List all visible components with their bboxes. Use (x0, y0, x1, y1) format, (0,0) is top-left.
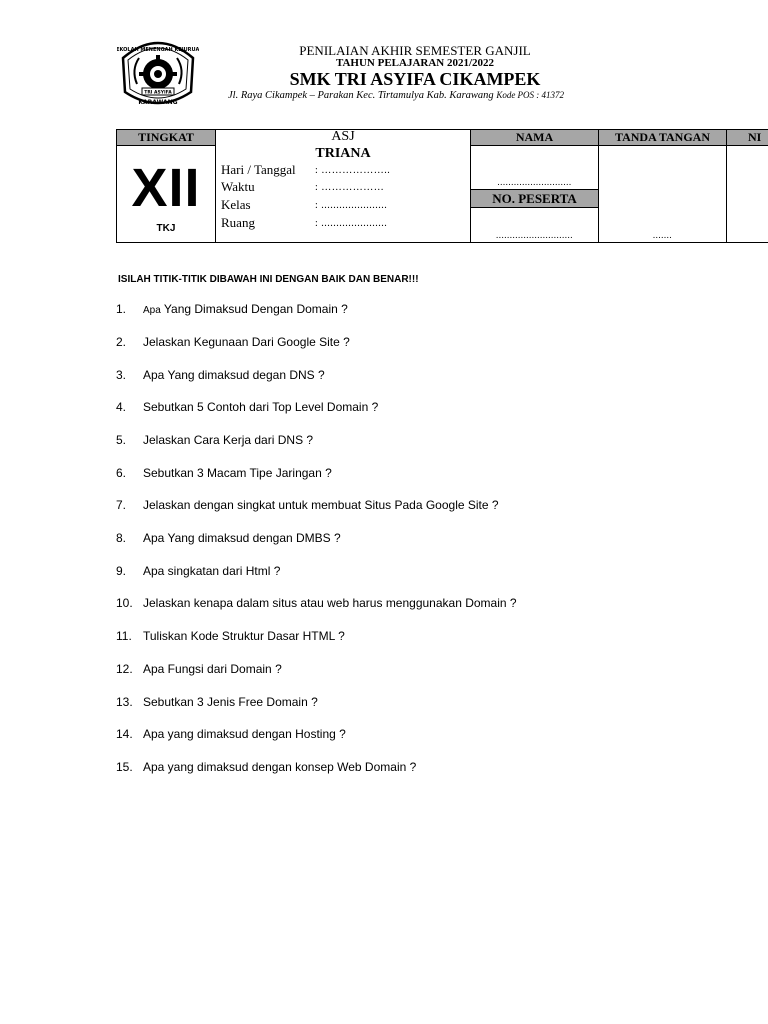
school-name: SMK TRI ASYIFA CIKAMPEK (289, 69, 541, 89)
nama-header: NAMA (470, 129, 599, 146)
nilai-header: NI (726, 129, 768, 146)
question-text: Apa yang dimaksud dengan konsep Web Domain ? (143, 760, 417, 774)
ttd-cell (598, 145, 727, 243)
question-number: 15. (116, 760, 133, 774)
question-text: Sebutkan 3 Macam Tipe Jaringan ? (143, 466, 332, 480)
school-year: TAHUN PELAJARAN 2021/2022 (335, 57, 495, 69)
question-text: Sebutkan 3 Jenis Free Domain ? (143, 695, 318, 709)
tingkat-value: XII (131, 158, 201, 218)
question-number: 1. (116, 302, 127, 316)
instruction-text: ISILAH TITIK-TITIK DIBAWAH INI DENGAN BAIK DAN BENAR!!! (118, 274, 419, 285)
question-item (116, 433, 313, 447)
logo-text-bottom: KARAWANG (138, 99, 178, 106)
question-text: Jelaskan Kegunaan Dari Google Site ? (143, 335, 350, 349)
question-item (116, 564, 280, 578)
peserta-header: NO. PESERTA (470, 189, 599, 208)
question-number: 10. (116, 596, 133, 610)
address-text: Jl. Raya Cikampek – Parakan Kec. Tirtamulya Kab. Karawang (228, 90, 494, 101)
question-item (116, 498, 499, 512)
postal-code: Kode POS : 41372 (496, 90, 565, 100)
field-ruang-value: : ...................... (315, 218, 388, 229)
question-number: 8. (116, 531, 127, 545)
question-item (116, 596, 517, 610)
peserta-dots: ............................ (496, 230, 573, 240)
question-item (116, 531, 341, 545)
exam-title: PENILAIAN AKHIR SEMESTER GANJIL (299, 43, 531, 58)
question-text: Yang Dimaksud Dengan Domain ? (163, 302, 348, 316)
question-item (116, 629, 345, 643)
nama-dots: ........................... (497, 177, 572, 187)
question-item (116, 302, 348, 316)
question-text: Jelaskan dengan singkat untuk membuat Situs Pada Google Site ? (143, 498, 499, 512)
question-text: Apa Yang dimaksud degan DNS ? (143, 368, 325, 382)
question-item (116, 662, 282, 676)
question-number: 12. (116, 662, 133, 676)
question-number: 3. (116, 368, 127, 382)
school-address (228, 90, 608, 101)
question-text: Apa yang dimaksud dengan Hosting ? (143, 727, 346, 741)
question-number: 2. (116, 335, 127, 349)
question-number: 6. (116, 466, 127, 480)
question-text: Apa Yang dimaksud dengan DMBS ? (143, 531, 341, 545)
question-number: 7. (116, 498, 127, 512)
question-number: 11. (116, 629, 132, 643)
question-text: Apa singkatan dari Html ? (143, 564, 281, 578)
question-item (116, 368, 325, 382)
question-item (116, 335, 350, 349)
field-hari-label: Hari / Tanggal (221, 162, 296, 177)
question-text: Tuliskan Kode Struktur Dasar HTML ? (143, 629, 345, 643)
question-item (116, 727, 346, 741)
nilai-cell (726, 145, 768, 243)
question-text: Sebutkan 5 Contoh dari Top Level Domain ? (143, 400, 379, 414)
school-logo (117, 36, 199, 110)
field-waktu-value: : ……………… (315, 182, 385, 193)
field-kelas-value: : ...................... (315, 200, 388, 211)
question-number: 4. (116, 400, 127, 414)
question-number: 14. (116, 727, 133, 741)
ttd-header: TANDA TANGAN (598, 129, 727, 146)
question-item (116, 400, 378, 414)
question-number: 13. (116, 695, 133, 709)
question-text: Jelaskan kenapa dalam situs atau web harus menggunakan Domain ? (143, 596, 517, 610)
logo-text-top: SEKOLAH MENENGAH KEJURUAN (117, 47, 199, 53)
question-number: 5. (116, 433, 127, 447)
question-text: Jelaskan Cara Kerja dari DNS ? (143, 433, 314, 447)
field-waktu-label: Waktu (221, 179, 255, 194)
subject-name: ASJ (331, 129, 355, 144)
jurusan-label: TKJ (156, 223, 176, 234)
tingkat-header: TINGKAT (116, 129, 216, 146)
ttd-dots: ....... (652, 230, 673, 240)
field-kelas-label: Kelas (221, 197, 251, 212)
question-item (116, 695, 318, 709)
field-hari-value: : ……………….. (315, 165, 391, 176)
field-ruang-label: Ruang (221, 215, 255, 230)
logo-text-center: TRI ASYIFA (144, 90, 172, 96)
question-number: 9. (116, 564, 127, 578)
question-item (116, 760, 416, 774)
teacher-name: TRIANA (315, 146, 371, 161)
question-item (116, 466, 332, 480)
question-text: Apa Fungsi dari Domain ? (143, 662, 282, 676)
question-prefix: Apa (143, 305, 161, 316)
